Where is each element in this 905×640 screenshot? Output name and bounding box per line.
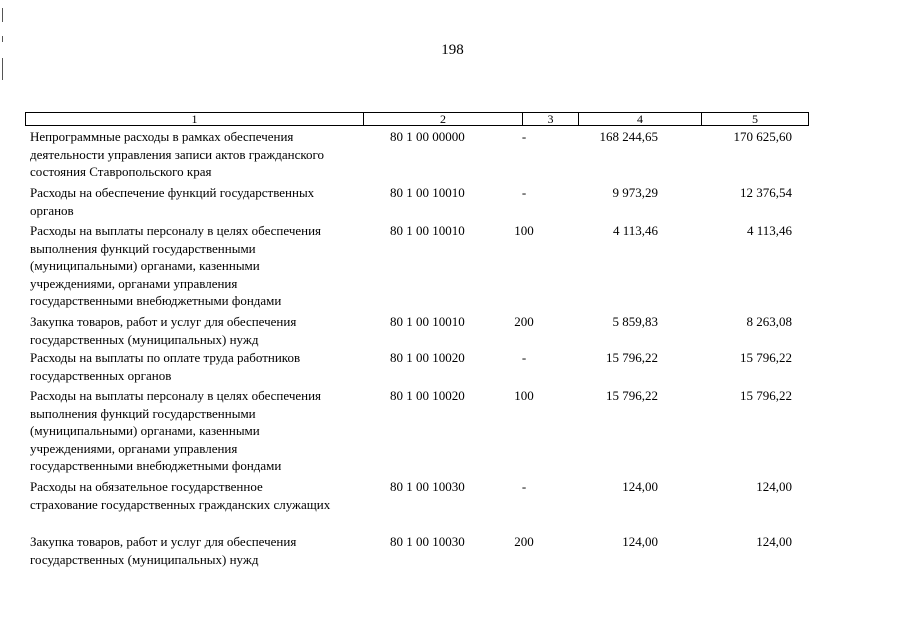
row-sum-1: 4 113,46 — [612, 223, 658, 238]
row-sum-1: 124,00 — [622, 479, 658, 494]
row-sum-2: 15 796,22 — [740, 388, 792, 403]
row-name: Расходы на выплаты по оплате труда работников государственных органов — [30, 350, 301, 383]
row-name: Расходы на выплаты персоналу в целях обеспечения выполнения функций государственными (муниципальными) органами, казенными учреждениями, органами управления государственными внебюджетными фондами — [30, 223, 322, 308]
column-header-1: 1 — [191, 112, 198, 126]
row-sum-1: 9 973,29 — [612, 185, 658, 200]
row-name: Закупка товаров, работ и услуг для обеспечения государственных (муниципальных) нужд — [30, 314, 297, 347]
row-sum-1: 15 796,22 — [606, 350, 658, 365]
row-code: 80 1 00 10030 — [390, 479, 465, 494]
row-type: - — [521, 479, 527, 494]
row-code: 80 1 00 10020 — [390, 388, 465, 403]
row-sum-2: 8 263,08 — [746, 314, 792, 329]
column-header-2: 2 — [440, 112, 446, 126]
row-sum-2: 124,00 — [756, 479, 792, 494]
row-code: 80 1 00 10010 — [390, 185, 465, 200]
row-sum-2: 15 796,22 — [740, 350, 792, 365]
scan-edge-mark — [2, 58, 3, 80]
row-sum-2: 170 625,60 — [733, 129, 792, 144]
column-header-4: 4 — [637, 112, 643, 126]
row-sum-1: 168 244,65 — [599, 129, 658, 144]
row-name: Расходы на обязательное государственное страхование государственных гражданских служащих — [30, 479, 331, 512]
table-header-row — [25, 112, 809, 126]
page-number: 198 — [441, 42, 464, 58]
row-name: Расходы на выплаты персоналу в целях обеспечения выполнения функций государственными (муниципальными) органами, казенными учреждениями, органами управления государственными внебюджетными фондами — [30, 388, 322, 473]
row-type: - — [521, 129, 527, 144]
row-name: Расходы на обеспечение функций государственных органов — [30, 185, 315, 218]
row-type: 200 — [514, 314, 534, 329]
row-sum-2: 12 376,54 — [740, 185, 792, 200]
row-type: 100 — [514, 223, 534, 238]
row-name: Непрограммные расходы в рамках обеспечения деятельности управления записи актов гражданского состояния Ставропольского края — [30, 129, 325, 179]
row-code: 80 1 00 10030 — [390, 534, 465, 549]
row-sum-1: 124,00 — [622, 534, 658, 549]
row-type: - — [521, 350, 527, 365]
row-code: 80 1 00 10010 — [390, 223, 465, 238]
column-header-3: 3 — [547, 112, 554, 126]
row-code: 80 1 00 10020 — [390, 350, 465, 365]
row-sum-1: 15 796,22 — [606, 388, 658, 403]
row-name: Закупка товаров, работ и услуг для обеспечения государственных (муниципальных) нужд — [30, 534, 297, 567]
row-code: 80 1 00 00000 — [390, 129, 465, 144]
row-type: 200 — [514, 534, 534, 549]
row-sum-1: 5 859,83 — [612, 314, 658, 329]
row-code: 80 1 00 10010 — [390, 314, 465, 329]
row-sum-2: 124,00 — [756, 534, 792, 549]
row-sum-2: 4 113,46 — [746, 223, 792, 238]
scan-edge-mark — [2, 8, 3, 22]
column-header-5: 5 — [752, 112, 758, 126]
row-type: - — [521, 185, 527, 200]
row-type: 100 — [514, 388, 534, 403]
